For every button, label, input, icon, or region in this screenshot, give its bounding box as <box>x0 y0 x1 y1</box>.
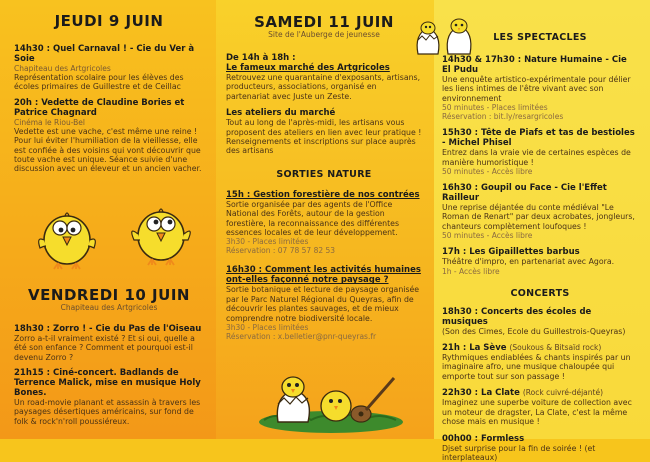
event-genre: (Soukous & Bitsaïd rock) <box>509 343 601 352</box>
event-duration: 50 minutes - Accès libre <box>442 167 638 176</box>
event-la-clate <box>442 388 638 426</box>
column-thursday-friday <box>0 0 216 439</box>
event-text: Une enquête artistico-expérimentale pour délier les liens intimes de l'être vivant avec son environnement <box>442 75 638 103</box>
hatching-chicks-icon <box>412 14 487 58</box>
event-badlands <box>14 368 204 426</box>
event-text: Sortie organisée par des agents de l'Office National des Forêts, autour de la gestion forestière, la reconnaissance des différentes essences locales et de leur développement. <box>226 200 422 238</box>
event-title: 21h15 : Ciné-concert. Badlands de Terrence Malick, mise en musique Holy Bones. <box>14 368 204 398</box>
event-text: Entrez dans la vraie vie de certaines espèces de manière humoristique ! <box>442 148 638 167</box>
event-text: Djset surprise pour la fin de soirée ! (et interplateaux) <box>442 444 638 462</box>
event-text: (Son des Cimes, Ecole du Guillestrois-Queyras) <box>442 327 638 336</box>
event-title: 14h30 : Quel Carnaval ! - Cie du Ver à Soie <box>14 44 204 64</box>
event-vedette <box>14 98 204 174</box>
market-title: Le fameux marché des Artgricoles <box>226 63 422 73</box>
section-title-spectacles: LES SPECTACLES <box>442 32 638 43</box>
column-saturday <box>216 0 434 439</box>
event-goupil-ou-face <box>442 183 638 240</box>
event-carnaval <box>14 44 204 92</box>
event-title: 00h00 : Formless <box>442 434 638 444</box>
chicks-guitar-illustration <box>256 352 406 434</box>
market-text: Retrouvez une quarantaine d'exposants, artisans, producteurs, associations, organisé en partenariat avec Juste un Zeste. <box>226 73 422 101</box>
section-title-nature: SORTIES NATURE <box>226 169 422 180</box>
event-duration: 50 minutes - Accès libre <box>442 231 638 240</box>
chick-right-icon <box>126 186 196 266</box>
event-text: Représentation scolaire pour les élèves des écoles primaires de Guillestre et de Ceillac <box>14 73 204 92</box>
event-nature-humaine <box>442 55 638 121</box>
day-venue-saturday: Site de l'Auberge de jeunesse <box>226 30 422 39</box>
event-reservation: Réservation : x.belletier@pnr-queyras.fr <box>226 332 422 341</box>
event-gipaillettes <box>442 247 638 275</box>
event-text: Zorro a-t-il vraiment existé ? Et si oui, quelle a été son enfance ? Comment et pourquoi est-il devenu Zorro ? <box>14 334 204 362</box>
ateliers-title: Les ateliers du marché <box>226 108 422 118</box>
chick-illustration <box>14 182 204 282</box>
event-text: Une reprise déjantée du conte médiéval "Le Roman de Renart" par deux acrobates, jongleurs, chanteurs complètement loufoques ! <box>442 203 638 231</box>
event-venue: Chapiteau des Artgricoles <box>14 64 204 73</box>
event-venue: Cinéma le Riou-Bel <box>14 118 204 127</box>
day-title-friday: VENDREDI 10 JUIN <box>14 286 204 304</box>
event-title: 16h30 : Goupil ou Face - Cie l'Effet Railleur <box>442 183 638 203</box>
event-title: 15h30 : Tête de Piafs et tas de bestioles - Michel Phisel <box>442 128 638 148</box>
event-paysage <box>226 265 422 341</box>
ateliers-block <box>226 108 422 156</box>
section-title-concerts: CONCERTS <box>442 288 638 299</box>
event-text: Imaginez une superbe voiture de collection avec un moteur de dragster, La Clate, c'est la même chose mais en musique ! <box>442 398 638 426</box>
column-programme <box>434 0 650 439</box>
event-title: 22h30 : La Clate <box>442 388 520 398</box>
event-duration: 3h30 - Places limitées <box>226 323 422 332</box>
day-venue-friday: Chapiteau des Artgricoles <box>14 303 204 312</box>
event-la-seve <box>442 343 638 381</box>
event-ecoles-musique <box>442 307 638 336</box>
market-block <box>226 53 422 101</box>
event-formless <box>442 434 638 462</box>
ateliers-text: Tout au long de l'après-midi, les artisans vous proposent des ateliers en lien avec leur pratique ! Renseignements et inscriptions sur place auprès des artisans <box>226 118 422 156</box>
day-title-thursday: JEUDI 9 JUIN <box>14 12 204 30</box>
event-title: 18h30 : Zorro ! - Cie du Pas de l'Oiseau <box>14 324 204 334</box>
event-text: Rythmiques endiablées & chants inspirés par un imaginaire afro, une musique chaloupée qui emporte tout sur son passage ! <box>442 353 638 381</box>
event-zorro <box>14 324 204 362</box>
event-reservation: Réservation : bit.ly/resargricoles <box>442 112 638 121</box>
event-reservation: Réservation : 07 78 57 82 53 <box>226 246 422 255</box>
event-duration: 1h - Accès libre <box>442 267 638 276</box>
event-text: Théâtre d'impro, en partenariat avec Agora. <box>442 257 638 266</box>
event-duration: 3h30 - Places limitées <box>226 237 422 246</box>
event-tete-de-piafs <box>442 128 638 176</box>
market-time: De 14h à 18h : <box>226 53 422 63</box>
event-title: 15h : Gestion forestière de nos contrées <box>226 190 422 200</box>
day-title-saturday: SAMEDI 11 JUIN <box>226 13 422 31</box>
event-title: 18h30 : Concerts des écoles de musiques <box>442 307 638 327</box>
chick-left-icon <box>32 190 102 270</box>
event-duration: 50 minutes - Places limitées <box>442 103 638 112</box>
event-title: 14h30 & 17h30 : Nature Humaine - Cie El Pudu <box>442 55 638 75</box>
event-title: 16h30 : Comment les activités humaines ont-elles façonné notre paysage ? <box>226 265 422 285</box>
event-title: 21h : La Sève <box>442 343 507 353</box>
event-text: Vedette est une vache, c'est même une reine ! Pour lui éviter l'humiliation de la vieillesse, elle est confiée à des voisins qui vont découvrir que toute vache est unique. Séance suivie d'une discussion avec un éleveur et un ancien vacher. <box>14 127 204 174</box>
event-genre: (Rock cuivré-déjanté) <box>523 388 603 397</box>
event-gestion-forestiere <box>226 190 422 256</box>
event-title: 17h : Les Gipaillettes barbus <box>442 247 638 257</box>
event-text: Sortie botanique et lecture de paysage organisée par le Parc Naturel Régional du Queyras, afin de découvrir les plantes sauvages, et de mieux comprendre notre biodiversité locale. <box>226 285 422 323</box>
event-title: 20h : Vedette de Claudine Bories et Patrice Chagnard <box>14 98 204 118</box>
event-text: Un road-movie planant et assassin à travers les paysages désertiques américains, sur fond de folk & rock'n'roll poussiéreux. <box>14 398 204 426</box>
